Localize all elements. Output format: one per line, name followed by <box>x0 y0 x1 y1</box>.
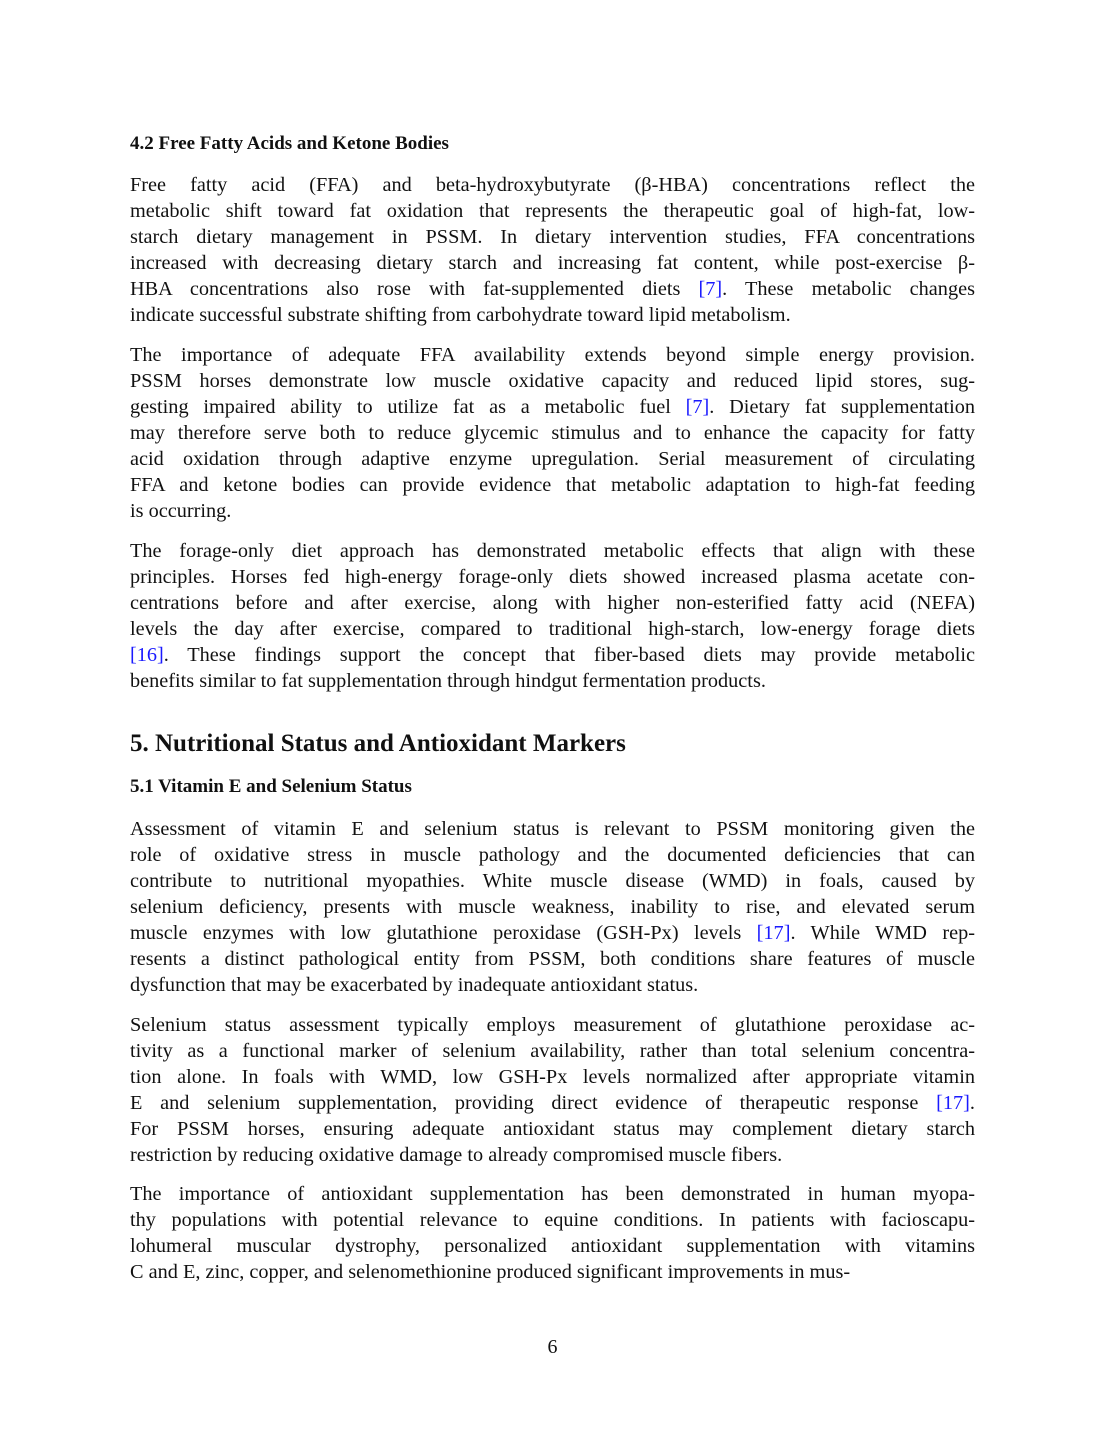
text-line: The importance of antioxidant supplementation has been demonstrated in human myopa- <box>130 1183 975 1205</box>
text-line: tivity as a functional marker of selenium availability, rather than total selenium concentra- <box>130 1040 975 1062</box>
citation-link[interactable]: [7] <box>698 278 723 300</box>
paragraph <box>130 538 975 694</box>
text-line: HBA concentrations also rose with fat-supplemented diets [7]. These metabolic changes <box>130 278 975 300</box>
text-line: increased with decreasing dietary starch and increasing fat content, while post-exercise β- <box>130 252 975 274</box>
text-line: The importance of adequate FFA availability extends beyond simple energy provision. <box>130 344 975 366</box>
text-line: Selenium status assessment typically employs measurement of glutathione peroxidase ac- <box>130 1014 975 1036</box>
text-line: role of oxidative stress in muscle pathology and the documented deficiencies that can <box>130 844 975 866</box>
text-line: PSSM horses demonstrate low muscle oxidative capacity and reduced lipid stores, sug- <box>130 370 975 392</box>
section-heading-4-2: 4.2 Free Fatty Acids and Ketone Bodies <box>130 133 449 154</box>
citation-link[interactable]: [7] <box>685 396 710 418</box>
paragraph <box>130 816 975 998</box>
text-line: resents a distinct pathological entity from PSSM, both conditions share features of muscle <box>130 948 975 970</box>
text-line: FFA and ketone bodies can provide evidence that metabolic adaptation to high-fat feeding <box>130 474 975 496</box>
paragraph <box>130 342 975 524</box>
text-line: starch dietary management in PSSM. In dietary intervention studies, FFA concentrations <box>130 226 975 248</box>
citation-link[interactable]: [16] <box>130 644 164 666</box>
text-line: may therefore serve both to reduce glycemic stimulus and to enhance the capacity for fatty <box>130 422 975 444</box>
text-line: [16]. These findings support the concept that fiber-based diets may provide metabolic <box>130 644 975 666</box>
text-line: tion alone. In foals with WMD, low GSH-Px levels normalized after appropriate vitamin <box>130 1066 975 1088</box>
citation-link[interactable]: [17] <box>756 922 791 944</box>
text-line: indicate successful substrate shifting from carbohydrate toward lipid metabolism. <box>130 304 791 326</box>
text-line: is occurring. <box>130 500 232 522</box>
text-line: Free fatty acid (FFA) and beta-hydroxybutyrate (β-HBA) concentrations reflect the <box>130 174 975 196</box>
text-line: acid oxidation through adaptive enzyme upregulation. Serial measurement of circulating <box>130 448 975 470</box>
section-heading-5: 5. Nutritional Status and Antioxidant Markers <box>130 730 626 757</box>
section-heading-5-1: 5.1 Vitamin E and Selenium Status <box>130 776 412 797</box>
text-line: E and selenium supplementation, providing direct evidence of therapeutic response [17]. <box>130 1092 975 1114</box>
text-line: C and E, zinc, copper, and selenomethionine produced significant improvements in mus- <box>130 1261 851 1283</box>
paragraph <box>130 1012 975 1168</box>
text-line: gesting impaired ability to utilize fat as a metabolic fuel [7]. Dietary fat supplementation <box>130 396 975 418</box>
text-line: Assessment of vitamin E and selenium status is relevant to PSSM monitoring given the <box>130 818 975 840</box>
text-line: muscle enzymes with low glutathione peroxidase (GSH-Px) levels [17]. While WMD rep- <box>130 922 975 944</box>
paragraph <box>130 172 975 328</box>
citation-link[interactable]: [17] <box>936 1092 970 1114</box>
paragraph <box>130 1181 975 1285</box>
text-line: thy populations with potential relevance to equine conditions. In patients with facioscapu- <box>130 1209 975 1231</box>
text-line: The forage-only diet approach has demonstrated metabolic effects that align with these <box>130 540 975 562</box>
page-number: 6 <box>547 1336 558 1358</box>
text-line: contribute to nutritional myopathies. White muscle disease (WMD) in foals, caused by <box>130 870 975 892</box>
text-line: centrations before and after exercise, along with higher non-esterified fatty acid (NEFA) <box>130 592 975 614</box>
text-line: metabolic shift toward fat oxidation that represents the therapeutic goal of high-fat, low- <box>130 200 975 222</box>
text-line: dysfunction that may be exacerbated by inadequate antioxidant status. <box>130 974 699 996</box>
text-line: selenium deficiency, presents with muscle weakness, inability to rise, and elevated serum <box>130 896 975 918</box>
text-line: levels the day after exercise, compared to traditional high-starch, low-energy forage diets <box>130 618 975 640</box>
text-line: For PSSM horses, ensuring adequate antioxidant status may complement dietary starch <box>130 1118 975 1140</box>
text-line: restriction by reducing oxidative damage to already compromised muscle fibers. <box>130 1144 783 1166</box>
text-line: principles. Horses fed high-energy forage-only diets showed increased plasma acetate con- <box>130 566 975 588</box>
text-line: benefits similar to fat supplementation through hindgut fermentation products. <box>130 670 766 692</box>
text-line: lohumeral muscular dystrophy, personalized antioxidant supplementation with vitamins <box>130 1235 975 1257</box>
